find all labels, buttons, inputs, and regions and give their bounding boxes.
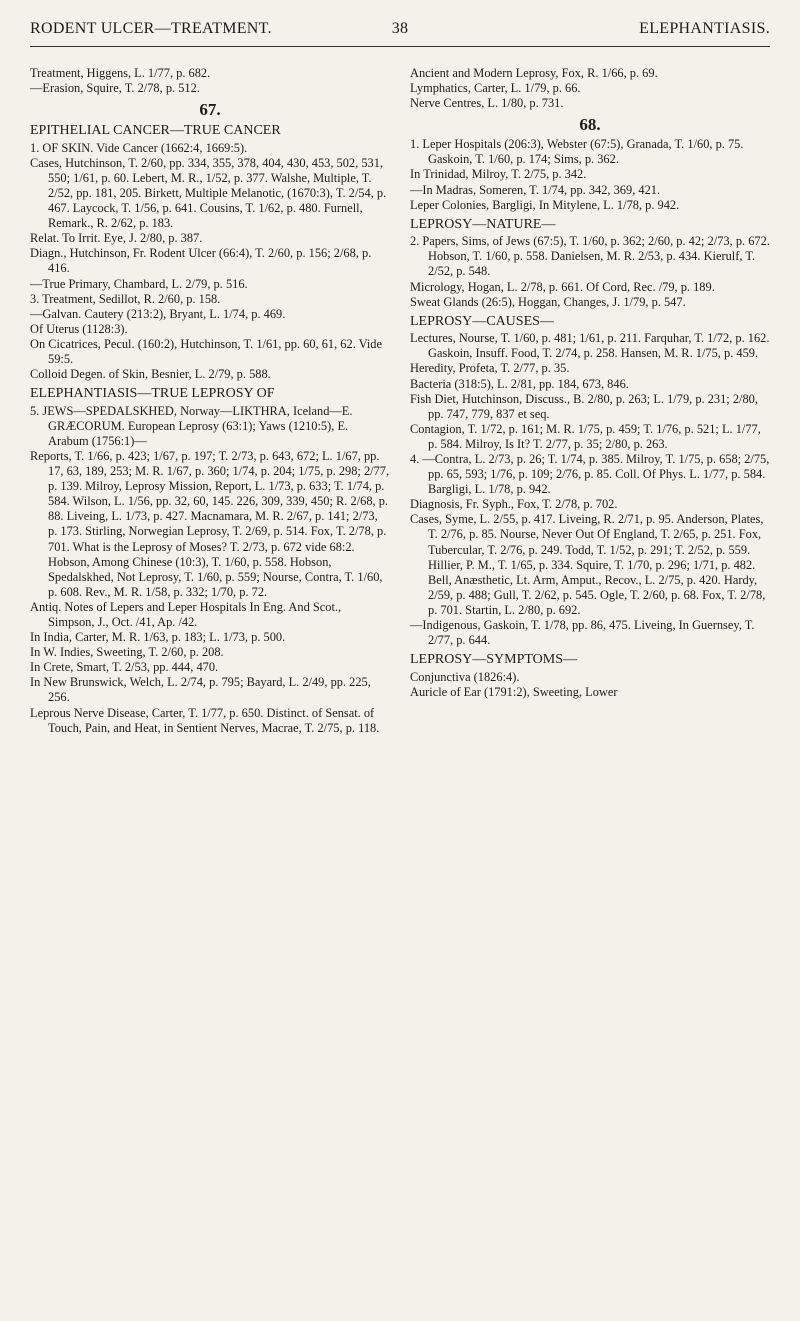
index-entry: —Erasion, Squire, T. 2/78, p. 512. (30, 81, 200, 96)
index-entry: 4. —Contra, L. 2/73, p. 26; T. 1/74, p. 385. Milroy, T. 1/75, p. 658; 2/75, pp. 65, 593; 1/76, p. 109; 2/76, p. 85. Coll. Of Phys. L. 1/77, p. 584. Bargligi, L. 1/78, p. 942. (410, 451, 770, 497)
index-entry: —In Madras, Someren, T. 1/74, pp. 342, 369, 421. (410, 182, 661, 197)
index-entry: Leprous Nerve Disease, Carter, T. 1/77, p. 650. Distinct. of Sensat. of Touch, Pain, and Heat, in Sentient Nerves, Macrae, T. 2/75, p. 118. (30, 705, 380, 735)
running-head-left: RODENT ULCER—TREATMENT. (30, 20, 272, 37)
entry-heading: ELEPHANTIASIS—TRUE LEPROSY OF (30, 386, 275, 402)
index-entry: In Crete, Smart, T. 2/53, pp. 444, 470. (30, 660, 219, 675)
index-entry: On Cicatrices, Pecul. (160:2), Hutchinson, T. 1/61, pp. 60, 61, 62. Vide 59:5. (30, 336, 382, 366)
index-entry: Relat. To Irrit. Eye, J. 2/80, p. 387. (30, 231, 203, 246)
header-rule (30, 46, 770, 47)
page-number: 38 (391, 20, 409, 37)
index-entry: 5. JEWS—SPEDALSKHED, Norway—LIKTHRA, Iceland—E. GRÆCORUM. European Leprosy (63:1); Yaws (1210:5), E. Arabum (1756:1)— (30, 403, 353, 448)
index-entry: Micrology, Hogan, L. 2/78, p. 661. Of Cord, Rec. /79, p. 189. (410, 279, 715, 294)
index-entry: In New Brunswick, Welch, L. 2/74, p. 795; Bayard, L. 2/49, pp. 225, 256. (30, 675, 371, 705)
index-entry: Cases, Hutchinson, T. 2/60, pp. 334, 355, 378, 404, 430, 453, 502, 531, 550; 1/61, p. 60. Lebert, M. R., 1/52, p. 377. Walshe, Multiple, T. 2/52, pp. 181, 205. Birkett, Multiple Melanotic, (1670:3), T. 2/54, p. 467. Laycock, T. 1/56, p. 641. Cousins, T. 1/62, p. 480. Furnell, Remark., R. 2/62, p. 183. (30, 155, 387, 231)
running-head (30, 20, 770, 44)
index-entry: Reports, T. 1/66, p. 423; 1/67, p. 197; T. 2/73, p. 643, 672; L. 1/67, pp. 17, 63, 189, 253; M. R. 1/67, p. 360; 1/74, p. 204; 1/75, p. 298; 2/77, p. 139. Milroy, Leprosy Mission, Report, L. 1/73, p. 633; T. 1/74, p. 584. Wilson, L. 1/56, pp. 32, 60, 145. 226, 309, 339, 450; R. 2/68, p. 88. Liveing, L. 1/73, p. 427. Macnamara, M. R. 2/67, p. 141; 2/73, p. 173. Stirling, Norwegian Leprosy, T. 2/69, p. 514. Fox, T. 2/78, p. 701. What is the Leprosy of Moses? T. 2/73, p. 672 vide 68:2. Hobson, Among Chinese (10:3), T. 1/60, p. 558. Hobson, Spedalskhed, Not Leprosy, T. 1/60, p. 559; Nourse, Contra, T. 1/60, p. 608. Rev., M. R. 1/58, p. 332; 1/70, p. 72. (30, 448, 390, 599)
index-entry: Fish Diet, Hutchinson, Discuss., B. 2/80, p. 263; L. 1/79, p. 231; 2/80, pp. 747, 779, 837 et seq. (410, 391, 758, 421)
index-entry: Ancient and Modern Leprosy, Fox, R. 1/66, p. 69. (410, 66, 658, 80)
index-entry: —True Primary, Chambard, L. 2/79, p. 516. (30, 276, 248, 291)
index-entry: 1. OF SKIN. Vide Cancer (1662:4, 1669:5). (30, 140, 248, 155)
entry-heading: LEPROSY—SYMPTOMS— (410, 652, 578, 668)
index-entry: Conjunctiva (1826:4). (410, 669, 520, 684)
index-entry: Colloid Degen. of Skin, Besnier, L. 2/79, p. 588. (30, 367, 271, 382)
index-entry: Lymphatics, Carter, L. 1/79, p. 66. (410, 81, 581, 96)
index-entry: Of Uterus (1128:3). (30, 321, 128, 336)
entry-heading: EPITHELIAL CANCER—TRUE CANCER (30, 123, 281, 139)
left-column (30, 66, 390, 736)
index-entry: In Trinidad, Milroy, T. 2/75, p. 342. (410, 167, 587, 182)
index-entry: Lectures, Nourse, T. 1/60, p. 481; 1/61, p. 211. Farquhar, T. 1/72, p. 162. Gaskoin, Insuff. Food, T. 2/74, p. 258. Hansen, M. R. 1/75, p. 459. (410, 331, 770, 361)
index-entry: Heredity, Profeta, T. 2/77, p. 35. (410, 361, 570, 376)
index-entry: 3. Treatment, Sedillot, R. 2/60, p. 158. (30, 291, 221, 306)
index-entry: Diagnosis, Fr. Syph., Fox, T. 2/78, p. 702. (410, 497, 618, 512)
index-entry: Contagion, T. 1/72, p. 161; M. R. 1/75, p. 459; T. 1/76, p. 521; L. 1/77, p. 584. Milroy, Is It? T. 2/77, p. 35; 2/80, p. 263. (410, 421, 761, 451)
index-entry: Auricle of Ear (1791:2), Sweeting, Lower (410, 684, 618, 699)
section-number: 68. (579, 115, 601, 135)
running-head-right: ELEPHANTIASIS. (639, 20, 770, 37)
index-entry: Sweat Glands (26:5), Hoggan, Changes, J. 1/79, p. 547. (410, 294, 686, 309)
entry-heading: LEPROSY—CAUSES— (410, 313, 554, 329)
right-column (410, 66, 770, 700)
index-entry: Cases, Syme, L. 2/55, p. 417. Liveing, R. 2/71, p. 95. Anderson, Plates, T. 2/76, p. 85. Nourse, Never Out Of England, T. 2/65, p. 251. Fox, Tubercular, T. 2/76, p. 249. Todd, T. 1/52, p. 291; T. 2/52, p. 559. Hillier, P. M., T. 1/65, p. 334. Squire, T. 1/70, p. 296; 1/71, p. 482. Bell, Anæsthetic, Lt. Arm, Amput., Recov., L. 2/75, p. 420. Hardy, 2/59, p. 488; Gull, T. 2/62, p. 545. Ogle, T. 2/60, p. 68. Fox, T. 2/78, p. 701. Startin, L. 2/80, p. 692. (410, 512, 766, 617)
index-entry: —Indigenous, Gaskoin, T. 1/78, pp. 86, 475. Liveing, In Guernsey, T. 2/77, p. 644. (410, 618, 755, 648)
index-entry: 2. Papers, Sims, of Jews (67:5), T. 1/60, p. 362; 2/60, p. 42; 2/73, p. 672. Hobson, T. 1/60, p. 558. Danielsen, M. R. 2/53, p. 434. Kierulf, T. 2/52, p. 548. (410, 234, 770, 279)
section-number: 67. (199, 100, 221, 120)
index-entry: Diagn., Hutchinson, Fr. Rodent Ulcer (66:4), T. 2/60, p. 156; 2/68, p. 416. (30, 246, 372, 276)
index-entry: Nerve Centres, L. 1/80, p. 731. (410, 96, 564, 111)
index-entry: Leper Colonies, Bargligi, In Mitylene, L. 1/78, p. 942. (410, 197, 680, 212)
index-entry: —Galvan. Cautery (213:2), Bryant, L. 1/74, p. 469. (30, 306, 286, 321)
entry-heading: LEPROSY—NATURE— (410, 216, 556, 232)
index-entry: 1. Leper Hospitals (206:3), Webster (67:5), Granada, T. 1/60, p. 75. Gaskoin, T. 1/60, p. 174; Sims, p. 362. (410, 137, 744, 167)
index-entry: Antiq. Notes of Lepers and Leper Hospitals In Eng. And Scot., Simpson, J., Oct. /41, Ap. /42. (30, 599, 342, 629)
index-entry: Bacteria (318:5), L. 2/81, pp. 184, 673, 846. (410, 376, 629, 391)
index-entry: In W. Indies, Sweeting, T. 2/60, p. 208. (30, 645, 224, 660)
index-entry: Treatment, Higgens, L. 1/77, p. 682. (30, 66, 211, 80)
index-entry: In India, Carter, M. R. 1/63, p. 183; L. 1/73, p. 500. (30, 630, 286, 645)
